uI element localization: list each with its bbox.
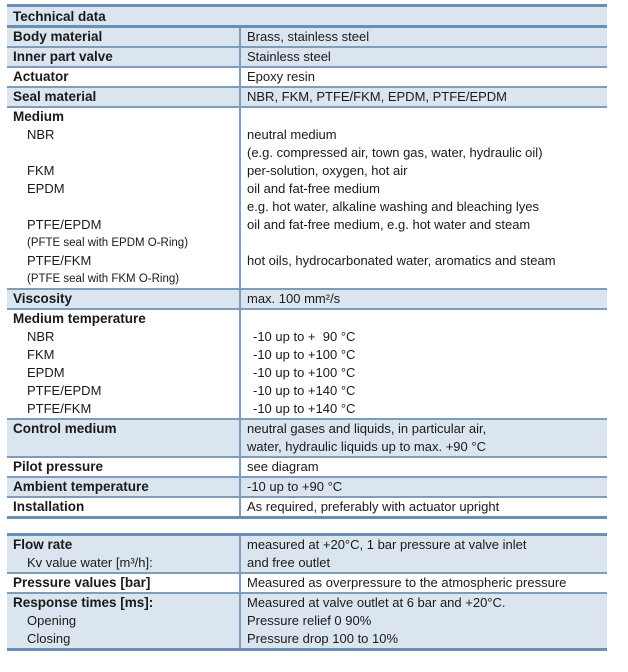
temp-epdm-value: -10 up to +100 °C	[253, 365, 356, 380]
control-medium-value: neutral gases and liquids, in particular air,	[247, 421, 487, 436]
table-row	[7, 107, 607, 289]
medium-ptfe-fkm-note: (PTFE seal with FKM O-Ring)	[27, 273, 180, 285]
response-closing-value: Pressure drop 100 to 10%	[247, 631, 399, 646]
table-row	[7, 535, 607, 574]
table-row	[7, 593, 607, 650]
table-row	[7, 573, 607, 593]
table-row	[7, 477, 607, 497]
medium-nbr-example: (e.g. compressed air, town gas, water, hydraulic oil)	[247, 145, 543, 160]
response-times-label: Response times [ms]:	[13, 595, 154, 610]
body-material-value: Brass, stainless steel	[247, 29, 370, 44]
body-material-label: Body material	[13, 29, 103, 44]
medium-epdm: EPDM	[27, 181, 65, 196]
medium-ptfe-epdm: PTFE/EPDM	[27, 217, 102, 232]
seal-material-value: NBR, FKM, PTFE/FKM, EPDM, PTFE/EPDM	[247, 89, 508, 104]
response-closing: Closing	[27, 631, 71, 646]
seal-material-label: Seal material	[13, 89, 97, 104]
table-row	[7, 419, 607, 457]
medium-ptfe-fkm-value: hot oils, hydrocarbonated water, aromatics and steam	[247, 253, 556, 268]
temp-fkm-value: -10 up to +100 °C	[253, 347, 356, 362]
table-row	[7, 67, 607, 87]
response-opening: Opening	[27, 613, 77, 628]
medium-epdm-value: oil and fat-free medium	[247, 181, 380, 196]
temp-nbr: NBR	[27, 329, 55, 344]
flow-data-table	[7, 533, 607, 651]
temp-ptfe-epdm: PTFE/EPDM	[27, 383, 102, 398]
medium-ptfe-epdm-note: (PFTE seal with EPDM O-Ring)	[27, 237, 189, 249]
flow-rate-value-2: and free outlet	[247, 555, 331, 570]
actuator-label: Actuator	[13, 69, 69, 84]
medium-epdm-example: e.g. hot water, alkaline washing and bleaching lyes	[247, 199, 539, 214]
temp-ptfe-epdm-value: -10 up to +140 °C	[253, 383, 356, 398]
control-medium-label: Control medium	[13, 421, 117, 436]
table-row	[7, 28, 607, 47]
temp-ptfe-fkm: PTFE/FKM	[27, 401, 92, 416]
medium-fkm: FKM	[27, 163, 55, 178]
response-times-value: Measured at valve outlet at 6 bar and +20°C.	[247, 595, 506, 610]
installation-value: As required, preferably with actuator upright	[247, 499, 500, 514]
table-row	[7, 457, 607, 477]
pressure-values-value: Measured as overpressure to the atmospheric pressure	[247, 575, 567, 590]
viscosity-label: Viscosity	[13, 291, 73, 306]
temp-epdm: EPDM	[27, 365, 65, 380]
pilot-pressure-value: see diagram	[247, 459, 319, 474]
inner-part-valve-label: Inner part valve	[13, 49, 113, 64]
actuator-value: Epoxy resin	[247, 69, 315, 84]
ambient-temperature-label: Ambient temperature	[13, 479, 149, 494]
table-row	[7, 289, 607, 309]
pilot-pressure-label: Pilot pressure	[13, 459, 104, 474]
medium-nbr-value: neutral medium	[247, 127, 337, 142]
flow-rate-value: measured at +20°C, 1 bar pressure at valve inlet	[247, 537, 527, 552]
temp-ptfe-fkm-value: -10 up to +140 °C	[253, 401, 356, 416]
medium-temperature-label: Medium temperature	[13, 311, 146, 326]
kv-value-label: Kv value water [m³/h]:	[27, 555, 153, 570]
temp-fkm: FKM	[27, 347, 55, 362]
table-title: Technical data	[7, 4, 607, 28]
temp-nbr-value: -10 up to + 90 °C	[253, 329, 356, 344]
table-row	[7, 309, 607, 419]
technical-data-table	[7, 28, 607, 519]
medium-label: Medium	[13, 109, 65, 124]
flow-rate-label: Flow rate	[13, 537, 73, 552]
viscosity-value: max. 100 mm²/s	[247, 291, 341, 306]
medium-ptfe-epdm-value: oil and fat-free medium, e.g. hot water and steam	[247, 217, 531, 232]
table-row	[7, 47, 607, 67]
table-row	[7, 497, 607, 518]
technical-data-sheet	[7, 4, 607, 651]
medium-nbr: NBR	[27, 127, 55, 142]
pressure-values-label: Pressure values [bar]	[13, 575, 151, 590]
installation-label: Installation	[13, 499, 85, 514]
inner-part-valve-value: Stainless steel	[247, 49, 331, 64]
medium-fkm-value: per-solution, oxygen, hot air	[247, 163, 408, 178]
medium-ptfe-fkm: PTFE/FKM	[27, 253, 92, 268]
table-row	[7, 87, 607, 107]
control-medium-value-2: water, hydraulic liquids up to max. +90 °C	[247, 439, 486, 454]
response-opening-value: Pressure relief 0 90%	[247, 613, 372, 628]
ambient-temperature-value: -10 up to +90 °C	[247, 479, 343, 494]
